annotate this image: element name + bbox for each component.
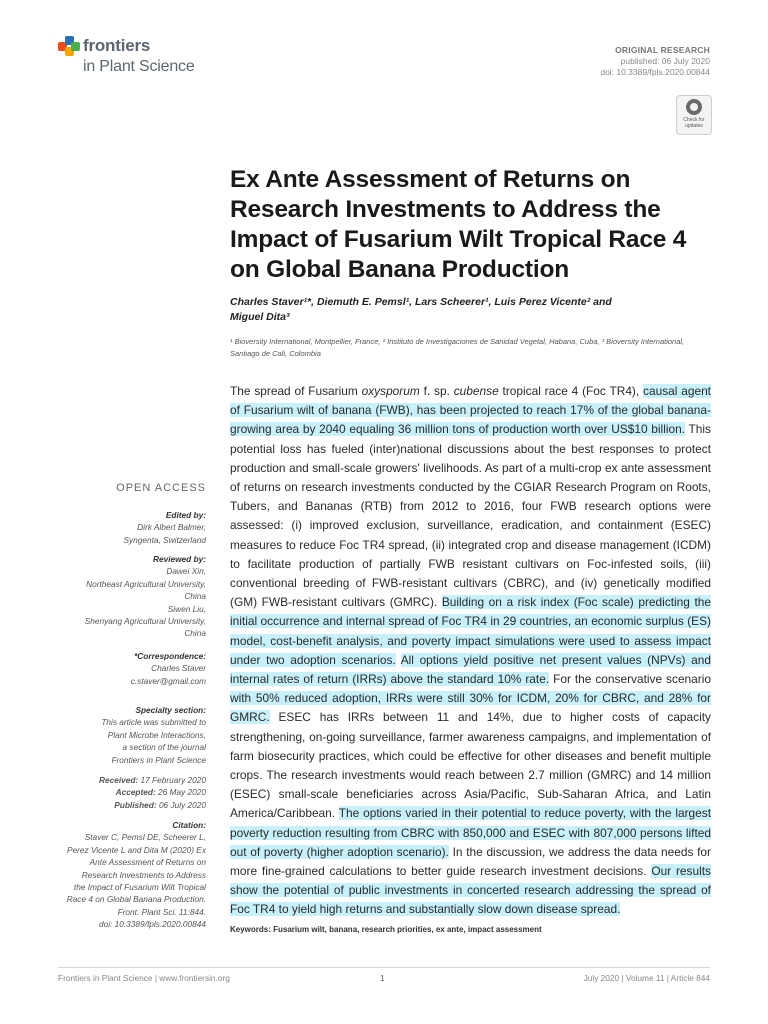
- footer-journal-link[interactable]: Frontiers in Plant Science | www.frontiersin.org: [58, 973, 230, 983]
- highlight-3: All options yield positive net present values (NPVs) and internal rates of return (IRRs) above the standard 10% rate.: [230, 652, 711, 687]
- highlight-5: The options varied in their potential to reduce poverty, with the largest poverty reduction resulting from CBRC with 850,000 and ESEC with 807,000 persons lifted out of poverty (higher adoption scenario).: [230, 806, 712, 859]
- dates: Received: 17 February 2020 Accepted: 26 May 2020 Published: 06 July 2020: [98, 775, 206, 810]
- correspondence-email[interactable]: c.staver@gmail.com: [130, 675, 206, 686]
- citation-doi[interactable]: doi: 10.3389/fpls.2020.00844: [98, 919, 206, 930]
- highlight-4: with 50% reduced adoption, IRRs were still 30% for ICDM, 20% for CBRC, and 28% for GMRC.: [230, 691, 711, 725]
- specialty-section: Specialty section: This article was submitted to Plant Microbe Interactions, a section of the journal Frontiers in Plant Science: [101, 705, 206, 765]
- highlight-2: Building on a risk index (Foc scale) predicting the initial occurrence and internal spread of Foc TR4 in 29 countries, an economic surplus (ES) model, cost-benefit analysis, and poverty impact simulations were used to assess impact under two adoption scenarios.: [230, 595, 711, 667]
- reviewed-by: Reviewed by: Dawei Xin, Northeast Agricultural University, China Siwen Liu, Shenyang Agricultural University, China: [84, 554, 206, 639]
- author-list: [230, 295, 710, 325]
- article-meta: [600, 45, 710, 78]
- published-date: published: 06 July 2020: [620, 56, 710, 66]
- article-title: Ex Ante Assessment of Returns on Research Investments to Address the Impact of Fusarium Wilt Tropical Race 4 on Global Banana Production: [230, 166, 687, 283]
- author-line-1: Charles Staver¹*, Diemuth E. Pemsl¹, Lars Scheerer¹, Luis Perez Vicente² and: [230, 296, 612, 308]
- citation: Citation: Staver C, Pemsl DE, Scheerer L, Perez Vicente L and Dita M (2020) Ex Ante Assessment of Returns on Research Investments to Address the Impact of Fusarium Wilt Tropical Race 4 on Global Banana Production. Front. Plant Sci. 11:844. doi: 10.3389/fpls.2020.00844: [58, 819, 206, 931]
- check-for-updates-button[interactable]: [676, 95, 712, 135]
- open-access-label: OPEN ACCESS: [116, 482, 206, 494]
- footer-divider: [58, 967, 710, 968]
- page-number: 1: [380, 973, 385, 983]
- footer-issue-info: July 2020 | Volume 11 | Article 844: [583, 973, 710, 983]
- journal-logo[interactable]: [58, 34, 228, 82]
- edited-by: Edited by: Dirk Albert Balmer, Syngenta, Switzerland: [123, 510, 206, 545]
- author-line-2: Miguel Dita³: [230, 311, 290, 323]
- check-for-updates-label: Check for updates: [683, 117, 705, 129]
- article-type: ORIGINAL RESEARCH: [615, 45, 710, 55]
- check-for-updates-icon: [686, 99, 702, 115]
- logo-journal-name: in Plant Science: [83, 58, 195, 75]
- highlight-6: Our results show the potential of public investments in concerted research addressing the spread of Foc TR4 to yield high returns and substantially slow down disease spread.: [230, 864, 711, 917]
- highlight-1: causal agent of Fusarium wilt of banana (FWB), has been projected to reach 17% of the global banana-growing area by 2040 equaling 36 million tons of production worth over US$10 billion.: [230, 384, 711, 437]
- abstract: The spread of Fusarium oxysporum f. sp. cubense tropical race 4 (Foc TR4), causal agent of Fusarium wilt of banana (FWB), has been projected to reach 17% of the global banana-growing area by 2040 equaling 36 million tons of production worth over US$10 billion. This potential loss has fueled (inter)national discussions about the best responses to protect production and small-scale growers' livelihoods. As part of a multi-crop ex ante assessment of returns on research investments conducted by the CGIAR Research Program on Roots, Tubers, and Bananas (RTB) from 2012 to 2016, four FWB research options were assessed: (i) improved exclusion, surveillance, eradication, and containment (ESEC) measures to reduce Foc TR4 spread, (ii) integrated crop and disease management (ICDM) to facilitate production of partially FWB resistant cultivars on Foc-infested soils, (iii) conventional breeding of FWB-resistant cultivars (CBRC), and (iv) genetically modified (GM) FWB-resistant cultivars (GMRC). Building on a risk index (Foc scale) predicting the initial occurrence and internal spread of Foc TR4 in 29 countries, an economic surplus (ES) model, cost-benefit analysis, and poverty impact simulations were used to assess impact under two adoption scenarios. All options yield positive net present values (NPVs) and internal rates of return (IRRs) above the standard 10% rate. For the conservative scenario with 50% reduced adoption, IRRs were still 30% for ICDM, 20% for CBRC, and 28% for GMRC. ESEC has IRRs between 11 and 14%, due to higher costs of capacity strengthening, on-going surveillance, farmer awareness campaigns, and implementation of farm biosecurity practices, which could be effective for other diseases and benefit multiple crops. The research investments would reach between 2.7 million (GMRC) and 14 million (ESEC) small-scale beneficiaries across Asia/Pacific, Sub-Saharan Africa, and Latin America/Caribbean. The options varied in their potential to reduce poverty, with the largest poverty reduction resulting from CBRC with 850,000 and ESEC with 807,000 persons lifted out of poverty (higher adoption scenario). In the discussion, we address the data needs for more fine-grained calculations to better guide research investment decisions. Our results show the potential of public investments in concerted research addressing the spread of Foc TR4 to yield high returns and substantially slow down disease spread.: [230, 384, 712, 917]
- correspondence: *Correspondence: Charles Staver c.staver@gmail.com: [58, 650, 206, 687]
- logo-wordmark: frontiers: [83, 36, 151, 55]
- keywords: Keywords: Fusarium wilt, banana, research priorities, ex ante, impact assessment: [230, 925, 542, 934]
- doi-link[interactable]: doi: 10.3389/fpls.2020.00844: [600, 67, 710, 77]
- affiliations: ¹ Bioversity International, Montpellier, France, ² Instituto de Investigaciones de Sanidad Vegetal, Habana, Cuba, ³ Bioversity International, Santiago de Cali, Colombia: [230, 337, 685, 358]
- frontiers-logo-icon: [58, 36, 80, 58]
